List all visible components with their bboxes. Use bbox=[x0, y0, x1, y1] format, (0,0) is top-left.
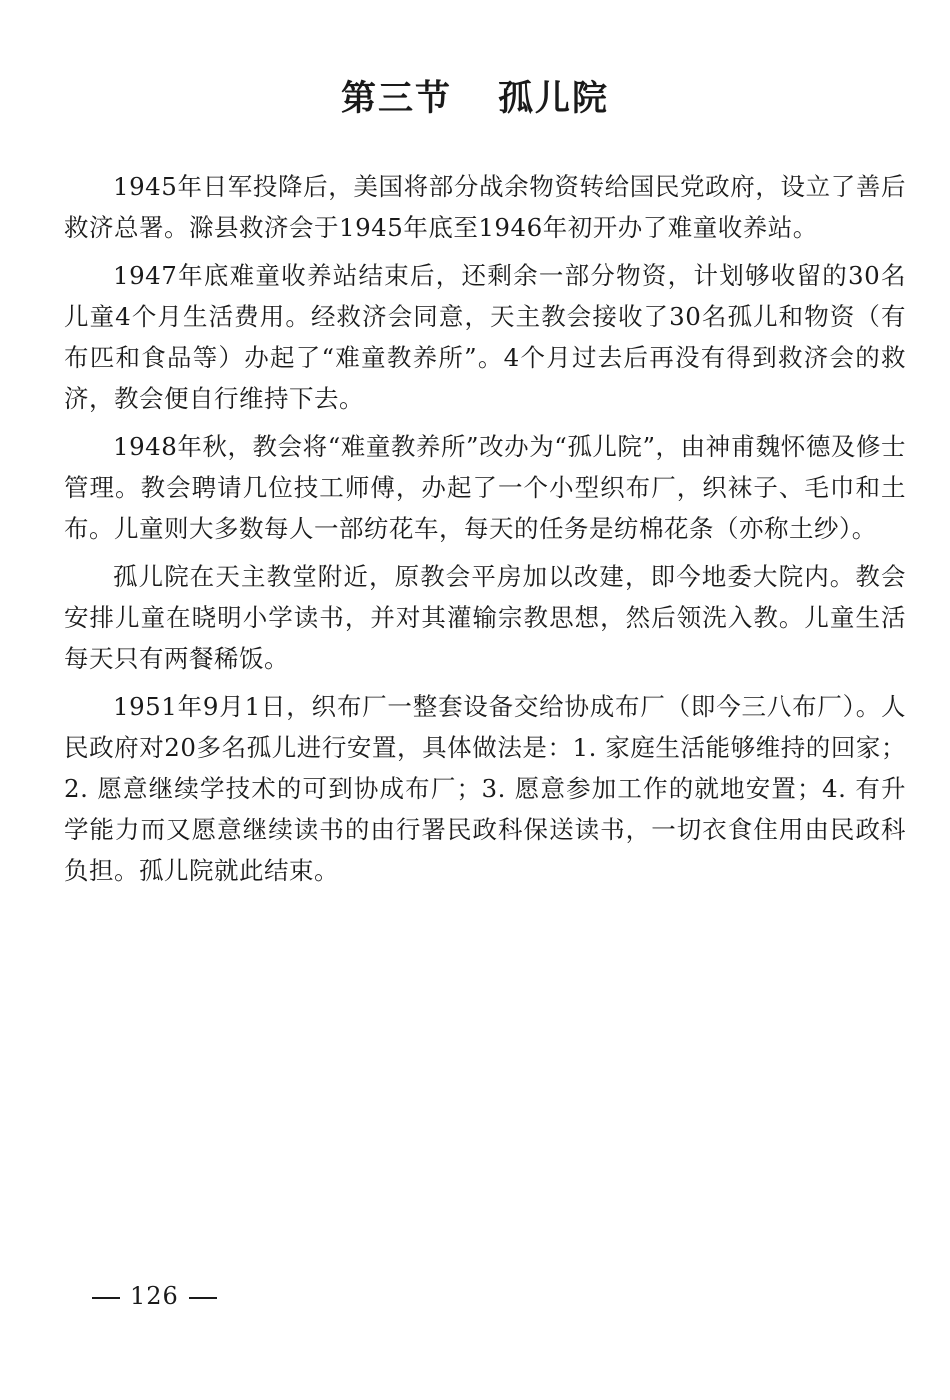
body-text bbox=[64, 166, 906, 898]
paragraph-4: 孤儿院在天主教堂附近，原教会平房加以改建，即今地委大院内。教会安排儿童在晓明小学读书，并对其灌输宗教思想，然后领洗入教。儿童生活每天只有两餐稀饭。 bbox=[64, 562, 906, 673]
paragraph-1: 1945年日军投降后，美国将部分战余物资转给国民党政府，设立了善后救济总署。滁县救济会于1945年底至1946年初开办了难童收养站。 bbox=[64, 172, 906, 242]
dash-left bbox=[92, 1297, 120, 1299]
dash-right bbox=[189, 1297, 217, 1299]
section-title: 孤儿院 bbox=[498, 78, 610, 119]
page-number bbox=[92, 1278, 217, 1314]
paragraph-3: 1948年秋，教会将“难童教养所”改办为“孤儿院”，由神甫魏怀德及修士管理。教会聘请几位技工师傅，办起了一个小型织布厂，织袜子、毛巾和土布。儿童则大多数每人一部纺花车，每天的任务是纺棉花条（亦称土纱）。 bbox=[64, 432, 906, 543]
paragraph-5: 1951年9月1日，织布厂一整套设备交给协成布厂（即今三八布厂）。人民政府对20多名孤儿进行安置，具体做法是：1. 家庭生活能够维持的回家；2. 愿意继续学技术的可到协成布厂；3. 愿意参加工作的就地安置；4. 有升学能力而又愿意继续读书的由行署民政科保送读书，一切衣食住用由民政科负担。孤儿院就此结束。 bbox=[64, 692, 906, 885]
page-number-value: 126 bbox=[130, 1282, 179, 1310]
section-heading bbox=[0, 76, 950, 122]
section-label: 第三节 bbox=[340, 78, 452, 119]
paragraph-2: 1947年底难童收养站结束后，还剩余一部分物资，计划够收留的30名儿童4个月生活费用。经救济会同意，天主教会接收了30名孤儿和物资（有布匹和食品等）办起了“难童教养所”。4个月过去后再没有得到救济会的救济，教会便自行维持下去。 bbox=[64, 261, 906, 413]
